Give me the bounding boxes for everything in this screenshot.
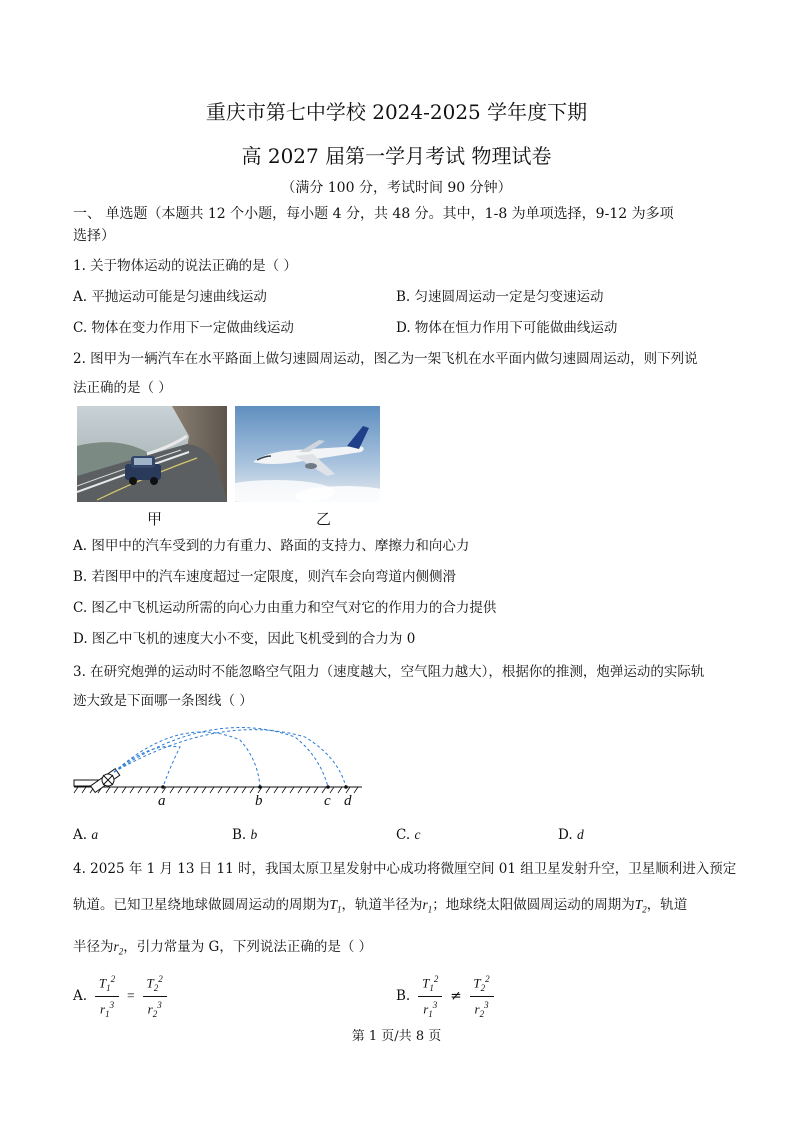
symbol-r1: $r_1$	[422, 897, 433, 915]
question-1-option-c[interactable]: C. 物体在变力作用下一定做曲线运动	[73, 320, 294, 336]
fraction-t1-r1: $\frac{T_1^2}{r_1^3}$	[95, 972, 119, 1021]
trajectory-label-a: a	[158, 793, 166, 809]
question-3-stem: 3. 在研究炮弹的运动时不能忽略空气阻力（速度越大，空气阻力越大），根据你的推测，炮弹运动的实际轨	[73, 664, 705, 680]
option-value: a	[91, 827, 99, 842]
option-label: A.	[73, 988, 88, 1005]
trajectory-label-d: d	[344, 793, 352, 809]
question-3-stem-cont: 迹大致是下面哪一条图线（ ）	[73, 693, 253, 709]
question-2-option-c[interactable]: C. 图乙中飞机运动所需的向心力由重力和空气对它的作用力的合力提供	[73, 600, 497, 616]
question-1-option-a[interactable]: A. 平抛运动可能是匀速曲线运动	[73, 289, 267, 305]
question-2-option-a[interactable]: A. 图甲中的汽车受到的力有重力、路面的支持力、摩擦力和向心力	[73, 538, 470, 554]
symbol-t2: $T_2$	[634, 897, 647, 915]
fraction-t2-r2: $\frac{T_2^2}{r_2^3}$	[470, 972, 494, 1021]
symbol-r2: $r_2$	[113, 939, 124, 957]
question-3-option-a[interactable]	[73, 827, 98, 843]
option-value: b	[250, 827, 258, 842]
fraction-t1-r1: $\frac{T_1^2}{r_1^3}$	[418, 972, 442, 1021]
question-1-stem: 1. 关于物体运动的说法正确的是（ ）	[73, 258, 297, 274]
option-prefix: D.	[558, 827, 577, 843]
stem-text: 半径为	[73, 939, 114, 955]
page-number: 第 1 页/共 8 页	[351, 1029, 442, 1044]
exam-title-line1: 重庆市第七中学校 2024-2025 学年度下期	[205, 100, 588, 124]
section-heading-cont: 选择）	[73, 228, 115, 244]
question-3-option-d[interactable]	[558, 827, 584, 843]
fraction-t2-r2: $\frac{T_2^2}{r_2^3}$	[143, 972, 167, 1021]
question-4-stem-line3	[73, 935, 372, 957]
question-2-stem-cont: 法正确的是（ ）	[73, 380, 172, 396]
option-prefix: B.	[232, 827, 251, 843]
symbol-t1: $T_1$	[329, 897, 342, 915]
question-1-option-d[interactable]: D. 物体在恒力作用下可能做曲线运动	[396, 320, 618, 336]
option-value: c	[414, 827, 421, 842]
stem-text: ，轨道	[646, 897, 688, 913]
stem-text: 轨道。已知卫星绕地球做圆周运动的周期为	[73, 897, 330, 913]
airplane-photo	[235, 406, 380, 502]
equals-sign: =	[127, 988, 135, 1004]
question-4-stem-line2	[73, 893, 687, 915]
question-4-stem: 4. 2025 年 1 月 13 日 11 时，我国太原卫星发射中心成功将微厘空间 01 组卫星发射升空，卫星顺利进入预定	[73, 861, 737, 877]
not-equal-sign: ≠	[450, 988, 462, 1005]
trajectory-label-c: c	[324, 793, 331, 809]
option-prefix: A.	[73, 827, 92, 843]
option-prefix: C.	[396, 827, 415, 843]
question-2-stem: 2. 图甲为一辆汽车在水平路面上做匀速圆周运动，图乙为一架飞机在水平面内做匀速圆周运动，则下列说	[73, 351, 698, 367]
stem-text: ；地球绕太阳做圆周运动的周期为	[432, 897, 635, 913]
trajectory-label-b: b	[255, 793, 263, 809]
stem-text: ，轨道半径为	[341, 897, 423, 913]
car-on-curve-photo	[77, 406, 227, 502]
question-4-option-b[interactable]	[396, 972, 494, 1021]
option-value: d	[576, 827, 584, 842]
question-3-option-b[interactable]	[232, 827, 257, 843]
question-2-option-b[interactable]: B. 若图甲中的汽车速度超过一定限度，则汽车会向弯道内侧侧滑	[73, 569, 457, 585]
section-heading: 一、 单选题（本题共 12 个小题，每小题 4 分，共 48 分。其中，1-8 为单项选择，9-12 为多项	[73, 206, 674, 222]
photo-caption-right: 乙	[316, 510, 332, 528]
option-label: B.	[396, 988, 411, 1005]
question-2-option-d[interactable]: D. 图乙中飞机的速度大小不变，因此飞机受到的合力为 0	[73, 631, 416, 647]
question-3-option-c[interactable]	[396, 827, 420, 843]
exam-subtitle: （满分 100 分，考试时间 90 分钟）	[281, 180, 512, 196]
question-1-option-b[interactable]: B. 匀速圆周运动一定是匀变速运动	[396, 289, 604, 305]
question-4-option-a[interactable]	[73, 972, 167, 1021]
photo-caption-left: 甲	[147, 510, 163, 528]
stem-text: ，引力常量为 G，下列说法正确的是（ ）	[123, 939, 373, 955]
exam-title-line2: 高 2027 届第一学月考试 物理试卷	[241, 144, 552, 168]
